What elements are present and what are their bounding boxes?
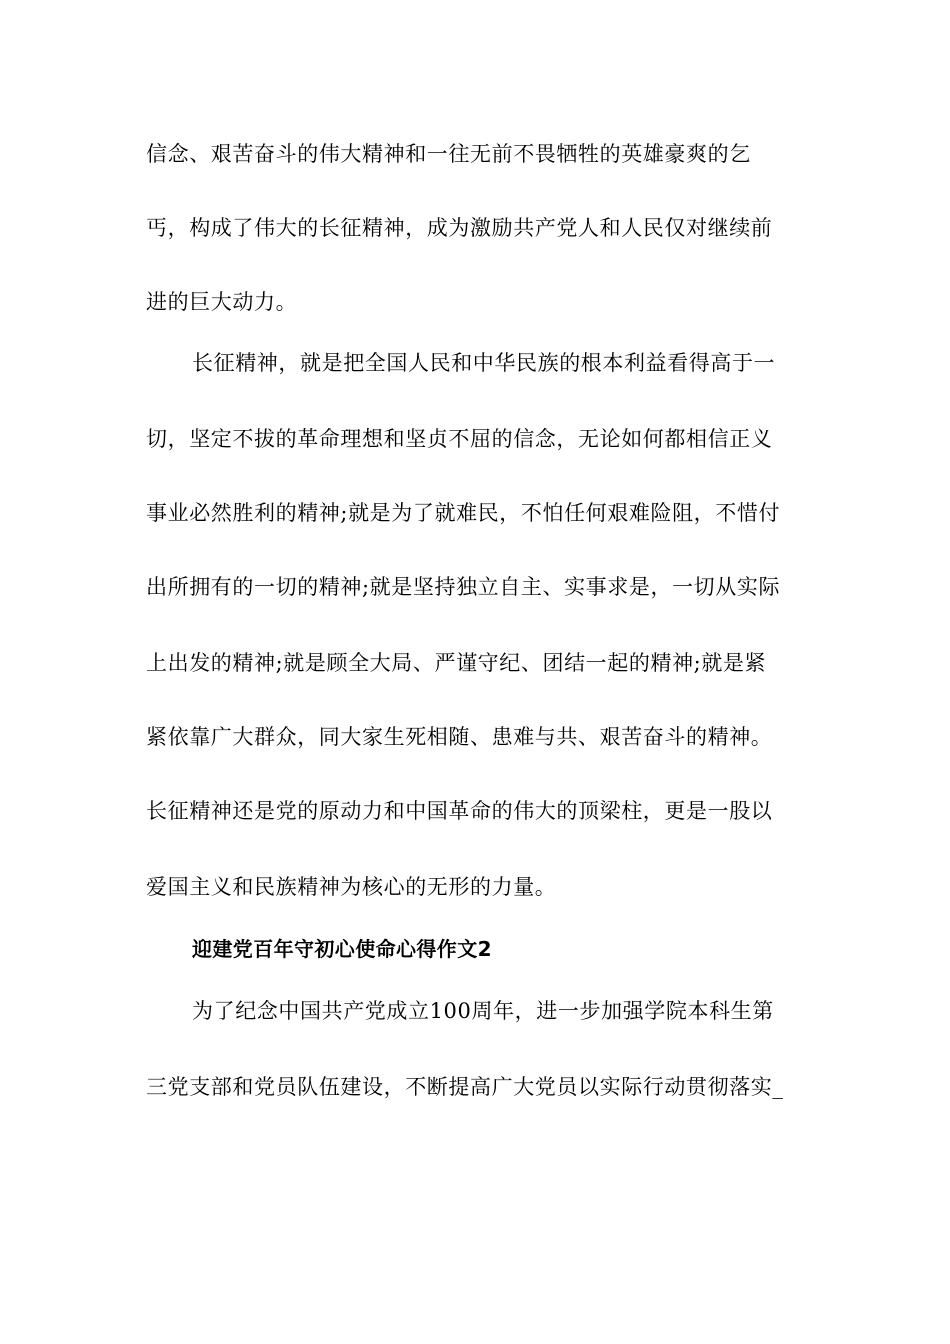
paragraph-line: 长征精神还是党的原动力和中国革命的伟大的顶梁柱，更是一股以 <box>146 799 773 823</box>
paragraph-line: 出所拥有的一切的精神;就是坚持独立自主、实事求是，一切从实际 <box>146 575 781 599</box>
paragraph-line: 爱国主义和民族精神为核心的无形的力量。 <box>146 875 557 899</box>
paragraph-line: 三党支部和党员队伍建设，不断提高广大党员以实际行动贯彻落实_ <box>146 1075 784 1099</box>
section-heading: 迎建党百年守初心使命心得作文2 <box>192 937 492 961</box>
paragraph-line: 进的巨大动力。 <box>146 290 298 314</box>
paragraph-line: 为了纪念中国共产党成立100周年，进一步加强学院本科生第 <box>192 999 774 1023</box>
paragraph-line: 事业必然胜利的精神;就是为了就难民，不怕任何艰难险阻，不惜付 <box>146 501 781 525</box>
paragraph-line: 切，坚定不拔的革命理想和坚贞不屈的信念，无论如何都相信正义 <box>146 427 773 451</box>
paragraph-line: 长征精神，就是把全国人民和中华民族的根本利益看得高于一 <box>192 351 776 375</box>
paragraph-line: 丐，构成了伟大的长征精神，成为激励共产党人和人民仅对继续前 <box>146 216 773 240</box>
paragraph-line: 紧依靠广大群众，同大家生死相随、患难与共、艰苦奋斗的精神。 <box>146 725 773 749</box>
paragraph-line: 信念、艰苦奋斗的伟大精神和一往无前不畏牺牲的英雄豪爽的乞 <box>146 142 751 166</box>
paragraph-line: 上出发的精神;就是顾全大局、严谨守纪、团结一起的精神;就是紧 <box>146 651 767 675</box>
